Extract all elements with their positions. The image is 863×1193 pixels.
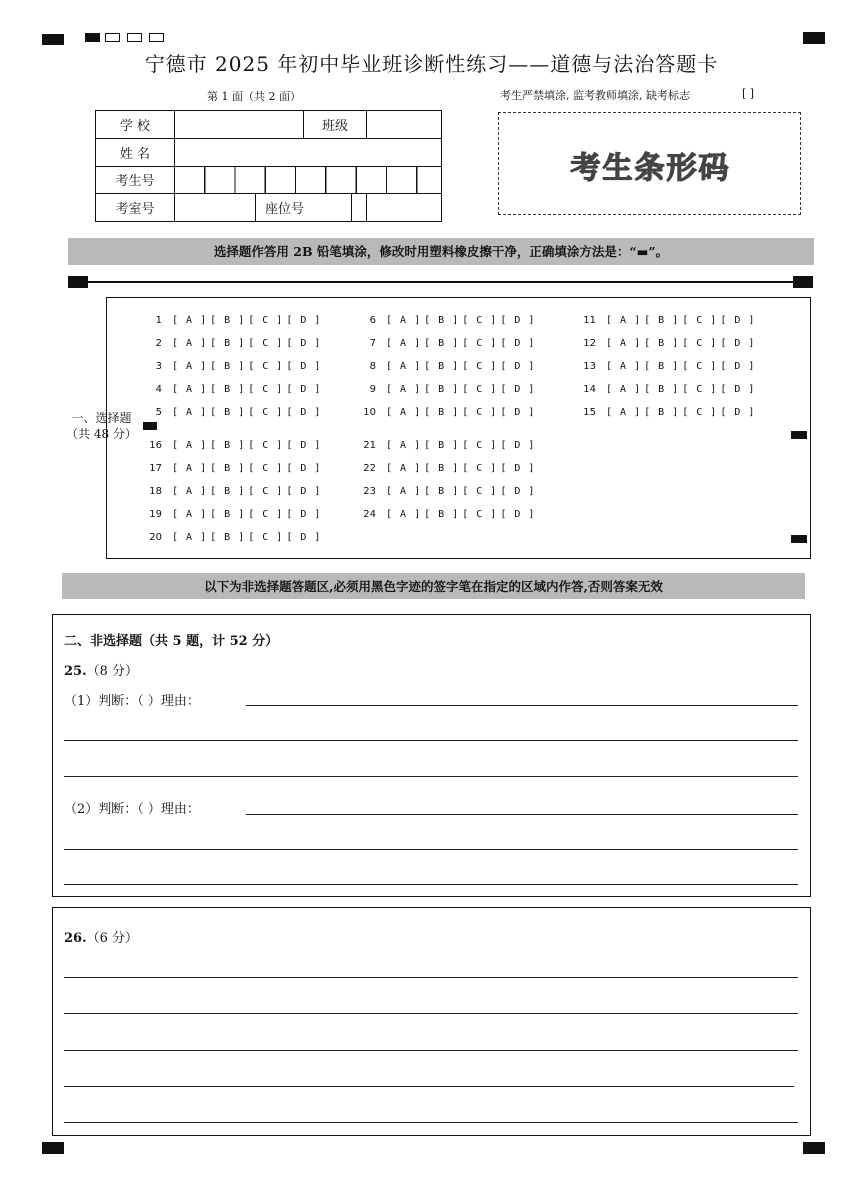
mc-option-bubble[interactable]: [ C ] <box>248 361 284 372</box>
mc-option-bubble[interactable]: [ C ] <box>248 463 284 474</box>
mc-question-number: 22 <box>363 463 376 474</box>
mc-option-bubble[interactable]: [ D ] <box>286 509 322 520</box>
q25-answer-line[interactable] <box>64 776 798 777</box>
mc-question-row <box>140 384 324 395</box>
mc-question-number: 9 <box>369 384 376 395</box>
mc-question-row <box>140 509 324 520</box>
mc-option-bubble[interactable]: [ A ] <box>386 361 422 372</box>
barcode-area <box>498 112 801 215</box>
mc-option-bubble[interactable]: [ D ] <box>286 463 322 474</box>
seat-field[interactable] <box>367 194 442 222</box>
seat-divider <box>255 194 256 221</box>
mc-option-bubble[interactable]: [ D ] <box>286 440 322 451</box>
mc-option-bubble[interactable]: [ A ] <box>386 509 422 520</box>
mc-question-number: 4 <box>155 384 162 395</box>
mc-option-bubble[interactable]: [ C ] <box>248 532 284 543</box>
mc-option-bubble[interactable]: [ C ] <box>248 338 284 349</box>
mc-option-bubble[interactable]: [ C ] <box>462 384 498 395</box>
mc-label-line1: 一、选择题 <box>71 411 132 425</box>
mc-question-number: 3 <box>155 361 162 372</box>
seat-divider-2 <box>351 194 352 221</box>
q25-answer-line[interactable] <box>64 884 798 885</box>
mc-option-bubble[interactable]: [ C ] <box>248 440 284 451</box>
mc-question-number: 12 <box>583 338 596 349</box>
page-title: 宁德市 2025 年初中毕业班诊断性练习——道德与法治答题卡 <box>144 52 719 76</box>
mc-question-row <box>354 338 538 349</box>
mc-option-bubble[interactable]: [ A ] <box>172 486 208 497</box>
mc-option-bubble[interactable]: [ B ] <box>210 440 246 451</box>
mc-question-row <box>354 486 538 497</box>
mc-option-bubble[interactable]: [ B ] <box>210 361 246 372</box>
mc-option-bubble[interactable]: [ A ] <box>606 384 642 395</box>
name-label: 姓 名 <box>96 138 175 166</box>
mc-question-number: 11 <box>583 315 596 326</box>
q26-heading <box>64 927 138 946</box>
mc-option-bubble[interactable]: [ A ] <box>172 463 208 474</box>
mc-option-bubble[interactable]: [ B ] <box>424 509 460 520</box>
absent-checkbox[interactable]: [ ] <box>742 87 755 100</box>
mc-option-bubble[interactable]: [ B ] <box>210 509 246 520</box>
mc-option-bubble[interactable]: [ D ] <box>500 440 536 451</box>
mc-question-row <box>574 315 758 326</box>
mc-option-bubble[interactable]: [ A ] <box>606 315 642 326</box>
q25-score: （8 分） <box>86 664 139 679</box>
mc-option-bubble[interactable]: [ B ] <box>424 361 460 372</box>
name-field[interactable] <box>175 138 442 166</box>
mc-option-bubble[interactable]: [ D ] <box>720 361 756 372</box>
mc-option-bubble[interactable]: [ C ] <box>462 407 498 418</box>
mc-option-bubble[interactable]: [ C ] <box>248 407 284 418</box>
mc-question-number: 18 <box>149 486 162 497</box>
mc-option-bubble[interactable]: [ C ] <box>462 463 498 474</box>
mc-question-number: 23 <box>363 486 376 497</box>
mc-option-bubble[interactable]: [ A ] <box>386 407 422 418</box>
mc-option-bubble[interactable]: [ D ] <box>500 463 536 474</box>
q25-number: 25. <box>64 664 87 679</box>
absent-note: 考生严禁填涂, 监考教师填涂, 缺考标志 <box>500 89 690 102</box>
id-block-empty-3 <box>149 33 164 42</box>
mc-option-bubble[interactable]: [ B ] <box>424 338 460 349</box>
mc-question-number: 10 <box>363 407 376 418</box>
mc-question-number: 1 <box>155 315 162 326</box>
mc-option-bubble[interactable]: [ B ] <box>210 463 246 474</box>
mc-option-bubble[interactable]: [ B ] <box>210 407 246 418</box>
mc-option-bubble[interactable]: [ B ] <box>424 407 460 418</box>
mc-option-bubble[interactable]: [ C ] <box>682 384 718 395</box>
q26-answer-line[interactable] <box>64 1086 794 1087</box>
mc-option-bubble[interactable]: [ A ] <box>172 509 208 520</box>
mc-option-bubble[interactable]: [ C ] <box>248 315 284 326</box>
mc-option-bubble[interactable]: [ A ] <box>386 486 422 497</box>
mc-option-bubble[interactable]: [ D ] <box>500 338 536 349</box>
mc-question-row <box>140 407 324 418</box>
q25-answer-line[interactable] <box>246 705 798 706</box>
mc-option-bubble[interactable]: [ C ] <box>682 361 718 372</box>
mc-option-bubble[interactable]: [ D ] <box>720 315 756 326</box>
class-label: 班级 <box>304 111 367 139</box>
student-info-table <box>95 110 442 222</box>
mc-question-row <box>354 463 538 474</box>
digit-dividers <box>175 167 441 194</box>
mc-option-bubble[interactable]: [ A ] <box>386 338 422 349</box>
registration-mark-bottom-left <box>42 1142 64 1154</box>
id-block-empty-1 <box>105 33 120 42</box>
mc-option-bubble[interactable]: [ D ] <box>720 407 756 418</box>
mc-option-bubble[interactable]: [ A ] <box>386 315 422 326</box>
q26-number: 26. <box>64 931 87 946</box>
mc-instruction-banner: 选择题作答用 2B 铅笔填涂，修改时用塑料橡皮擦干净，正确填涂方法是：“▬”。 <box>68 238 814 265</box>
mc-option-bubble[interactable]: [ C ] <box>462 315 498 326</box>
mc-option-bubble[interactable]: [ B ] <box>424 440 460 451</box>
id-block-filled <box>85 33 100 42</box>
mc-option-bubble[interactable]: [ C ] <box>248 486 284 497</box>
timing-line <box>88 281 793 283</box>
q25-part2-prompt: （2）判断：（ ）理由： <box>64 802 200 817</box>
mc-option-bubble[interactable]: [ A ] <box>172 532 208 543</box>
mc-question-row <box>140 315 324 326</box>
mc-option-bubble[interactable]: [ C ] <box>682 338 718 349</box>
room-label: 考室号 <box>96 194 175 222</box>
mc-option-bubble[interactable]: [ A ] <box>386 384 422 395</box>
class-field[interactable] <box>367 111 442 139</box>
exam-no-label: 考生号 <box>96 166 175 194</box>
mc-question-row <box>354 509 538 520</box>
timing-mark-left <box>68 276 88 288</box>
mc-question-number: 8 <box>369 361 376 372</box>
page-info: 第 1 面（共 2 面） <box>207 90 301 103</box>
mc-question-number: 7 <box>369 338 376 349</box>
mc-label-line2: （共 48 分） <box>66 427 137 441</box>
registration-mark-top-right <box>803 32 825 44</box>
seat-label: 座位号 <box>265 202 305 218</box>
q25-heading <box>64 660 138 679</box>
mc-option-bubble[interactable]: [ C ] <box>462 361 498 372</box>
mc-option-bubble[interactable]: [ A ] <box>606 407 642 418</box>
q25-section <box>52 614 811 897</box>
mc-option-bubble[interactable]: [ D ] <box>286 315 322 326</box>
q25-part1-prompt: （1）判断：（ ）理由： <box>64 694 200 709</box>
mc-option-bubble[interactable]: [ A ] <box>172 315 208 326</box>
mc-option-bubble[interactable]: [ B ] <box>424 463 460 474</box>
mc-question-number: 19 <box>149 509 162 520</box>
q25-answer-line[interactable] <box>246 814 798 815</box>
mc-option-bubble[interactable]: [ C ] <box>682 315 718 326</box>
school-label: 学 校 <box>96 111 175 139</box>
mc-question-row <box>574 407 758 418</box>
q26-score: （6 分） <box>86 931 139 946</box>
mc-option-bubble[interactable]: [ D ] <box>286 338 322 349</box>
mc-option-bubble[interactable]: [ B ] <box>210 486 246 497</box>
mc-option-bubble[interactable]: [ B ] <box>424 486 460 497</box>
q26-answer-line[interactable] <box>64 1122 798 1123</box>
mc-question-row <box>354 384 538 395</box>
mc-option-bubble[interactable]: [ D ] <box>500 361 536 372</box>
q25-answer-line[interactable] <box>64 849 798 850</box>
mc-option-bubble[interactable]: [ D ] <box>500 509 536 520</box>
mc-option-bubble[interactable]: [ D ] <box>500 486 536 497</box>
mc-option-bubble[interactable]: [ C ] <box>462 440 498 451</box>
mc-option-bubble[interactable]: [ A ] <box>386 440 422 451</box>
mc-option-bubble[interactable]: [ A ] <box>172 384 208 395</box>
mc-option-bubble[interactable]: [ B ] <box>644 384 680 395</box>
mc-option-bubble[interactable]: [ D ] <box>500 315 536 326</box>
mc-question-row <box>354 440 538 451</box>
mc-question-row <box>140 486 324 497</box>
mc-question-row <box>140 463 324 474</box>
q26-answer-line[interactable] <box>64 977 798 978</box>
mc-question-number: 16 <box>149 440 162 451</box>
registration-mark-bottom-right <box>803 1142 825 1154</box>
mc-option-bubble[interactable]: [ B ] <box>210 338 246 349</box>
non-mc-section-title: 二、非选择题（共 5 题，计 52 分） <box>64 634 279 649</box>
mc-question-row <box>140 532 324 543</box>
mc-option-bubble[interactable]: [ A ] <box>606 338 642 349</box>
mc-question-row <box>354 315 538 326</box>
mc-option-bubble[interactable]: [ C ] <box>462 338 498 349</box>
school-field[interactable] <box>175 111 304 139</box>
q26-answer-line[interactable] <box>64 1050 798 1051</box>
mc-option-bubble[interactable]: [ B ] <box>424 384 460 395</box>
mc-option-bubble[interactable]: [ D ] <box>286 486 322 497</box>
mc-option-bubble[interactable]: [ C ] <box>248 384 284 395</box>
mc-question-number: 2 <box>155 338 162 349</box>
q25-answer-line[interactable] <box>64 740 798 741</box>
mc-question-number: 24 <box>363 509 376 520</box>
mc-option-bubble[interactable]: [ B ] <box>644 338 680 349</box>
mc-option-bubble[interactable]: [ D ] <box>286 384 322 395</box>
mc-option-bubble[interactable]: [ C ] <box>462 509 498 520</box>
mc-option-bubble[interactable]: [ A ] <box>172 361 208 372</box>
mc-option-bubble[interactable]: [ A ] <box>386 463 422 474</box>
exam-no-digit-cells[interactable] <box>175 166 442 194</box>
mc-question-number: 6 <box>369 315 376 326</box>
mc-option-bubble[interactable]: [ B ] <box>210 384 246 395</box>
mc-option-bubble[interactable]: [ B ] <box>644 315 680 326</box>
mc-question-row <box>354 361 538 372</box>
mc-option-bubble[interactable]: [ D ] <box>500 407 536 418</box>
registration-mark-top-left <box>42 34 64 45</box>
mc-option-bubble[interactable]: [ C ] <box>682 407 718 418</box>
timing-mark-right <box>793 276 813 288</box>
mc-option-bubble[interactable]: [ A ] <box>606 361 642 372</box>
q26-answer-line[interactable] <box>64 1013 798 1014</box>
non-mc-instruction-banner: 以下为非选择题答题区,必须用黑色字迹的签字笔在指定的区域内作答,否则答案无效 <box>62 573 805 599</box>
mc-option-bubble[interactable]: [ A ] <box>172 338 208 349</box>
mc-question-number: 15 <box>583 407 596 418</box>
mc-option-bubble[interactable]: [ B ] <box>210 315 246 326</box>
mc-option-bubble[interactable]: [ D ] <box>500 384 536 395</box>
mc-option-bubble[interactable]: [ D ] <box>286 361 322 372</box>
mc-option-bubble[interactable]: [ C ] <box>248 509 284 520</box>
mc-question-row <box>354 407 538 418</box>
mc-option-bubble[interactable]: [ A ] <box>172 407 208 418</box>
mc-option-bubble[interactable]: [ D ] <box>286 407 322 418</box>
q26-section <box>52 907 811 1136</box>
mc-option-bubble[interactable]: [ D ] <box>720 384 756 395</box>
mc-question-number: 17 <box>149 463 162 474</box>
barcode-label: 考生条形码 <box>570 151 731 186</box>
mc-question-number: 13 <box>583 361 596 372</box>
mc-question-number: 5 <box>155 407 162 418</box>
mc-option-bubble[interactable]: [ B ] <box>644 361 680 372</box>
mc-option-bubble[interactable]: [ D ] <box>720 338 756 349</box>
mc-question-row <box>140 361 324 372</box>
mc-question-row <box>140 440 324 451</box>
mc-question-row <box>574 361 758 372</box>
mc-question-number: 14 <box>583 384 596 395</box>
mc-question-row <box>574 384 758 395</box>
room-field[interactable] <box>175 194 367 222</box>
mc-question-row <box>140 338 324 349</box>
mc-question-number: 21 <box>363 440 376 451</box>
mc-option-bubble[interactable]: [ D ] <box>286 532 322 543</box>
id-block-empty-2 <box>127 33 142 42</box>
mc-option-bubble[interactable]: [ C ] <box>462 486 498 497</box>
mc-question-row <box>574 338 758 349</box>
mc-option-bubble[interactable]: [ B ] <box>644 407 680 418</box>
mc-option-bubble[interactable]: [ A ] <box>172 440 208 451</box>
mc-question-number: 20 <box>149 532 162 543</box>
mc-option-bubble[interactable]: [ B ] <box>210 532 246 543</box>
mc-option-bubble[interactable]: [ B ] <box>424 315 460 326</box>
